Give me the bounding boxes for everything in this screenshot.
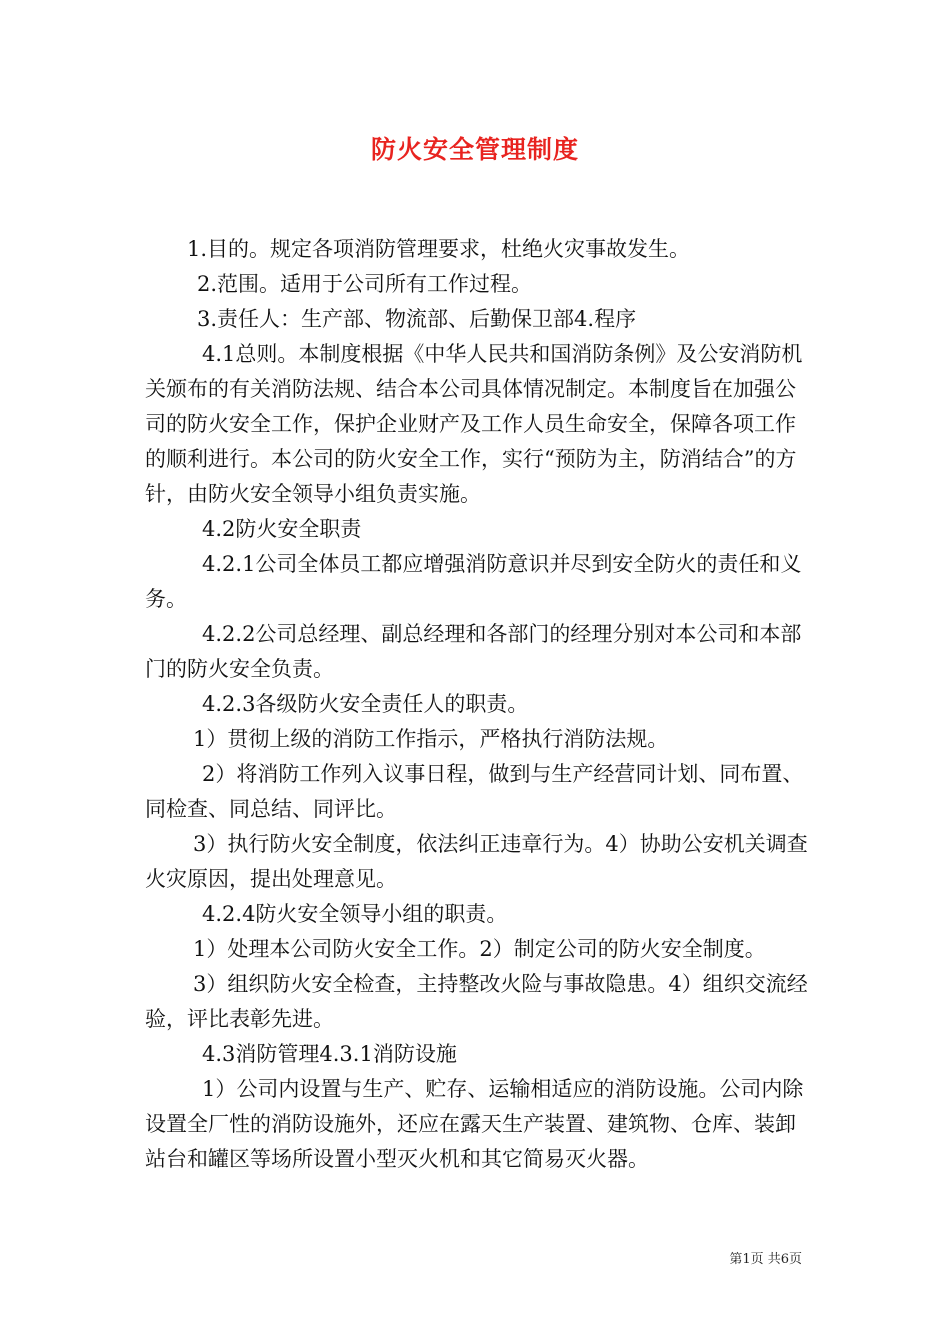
paragraph-item-2: 2）将消防工作列入议事日程，做到与生产经营同计划、同布置、同检查、同总结、同评比。 [145,762,804,821]
paragraph-duty-4-2-1: 4.2.1公司全体员工都应增强消防意识并尽到安全防火的责任和义务。 [145,552,802,611]
paragraph-responsible: 3.责任人：生产部、物流部、后勤保卫部4.程序 [197,307,637,331]
paragraph-item-3-4: 3）执行防火安全制度，依法纠正违章行为。4）协助公安机关调查火灾原因，提出处理意见。 [145,832,808,891]
paragraph-facilities-item-1: 1）公司内设置与生产、贮存、运输相适应的消防设施。公司内除设置全厂性的消防设施外，还应在露天生产装置、建筑物、仓库、装卸站台和罐区等场所设置小型灭火机和其它简易灭火器。 [145,1077,804,1171]
page-indicator: 第1页 共6页 [729,1252,802,1267]
document-body [145,232,810,1177]
paragraph-duty-4-2-4: 4.2.4防火安全领导小组的职责。 [202,902,508,926]
paragraph-purpose: 1.目的。规定各项消防管理要求，杜绝火灾事故发生。 [187,237,691,261]
paragraph-scope: 2.范围。适用于公司所有工作过程。 [197,272,533,296]
paragraph-team-items-1-2: 1）处理本公司防火安全工作。2）制定公司的防火安全制度。 [193,937,766,961]
paragraph-heading-duties: 4.2防火安全职责 [202,517,362,541]
paragraph-duty-4-2-2: 4.2.2公司总经理、副总经理和各部门的经理分别对本公司和本部门的防火安全负责。 [145,622,802,681]
paragraph-fire-management: 4.3消防管理4.3.1消防设施 [202,1042,457,1066]
document-title: 防火安全管理制度 [370,135,579,164]
paragraph-item-1: 1）贯彻上级的消防工作指示，严格执行消防法规。 [193,727,669,751]
paragraph-general-rules: 4.1总则。本制度根据《中华人民共和国消防条例》及公安消防机关颁布的有关消防法规、结合本公司具体情况制定。本制度旨在加强公司的防火安全工作，保护企业财产及工作人员生命安全，保障各项工作的顺利进行。本公司的防火安全工作，实行“预防为主，防消结合”的方针，由防火安全领导小组负责实施。 [145,342,803,506]
paragraph-duty-4-2-3: 4.2.3各级防火安全责任人的职责。 [202,692,529,716]
paragraph-team-items-3-4: 3）组织防火安全检查，主持整改火险与事故隐患。4）组织交流经验，评比表彰先进。 [145,972,808,1031]
